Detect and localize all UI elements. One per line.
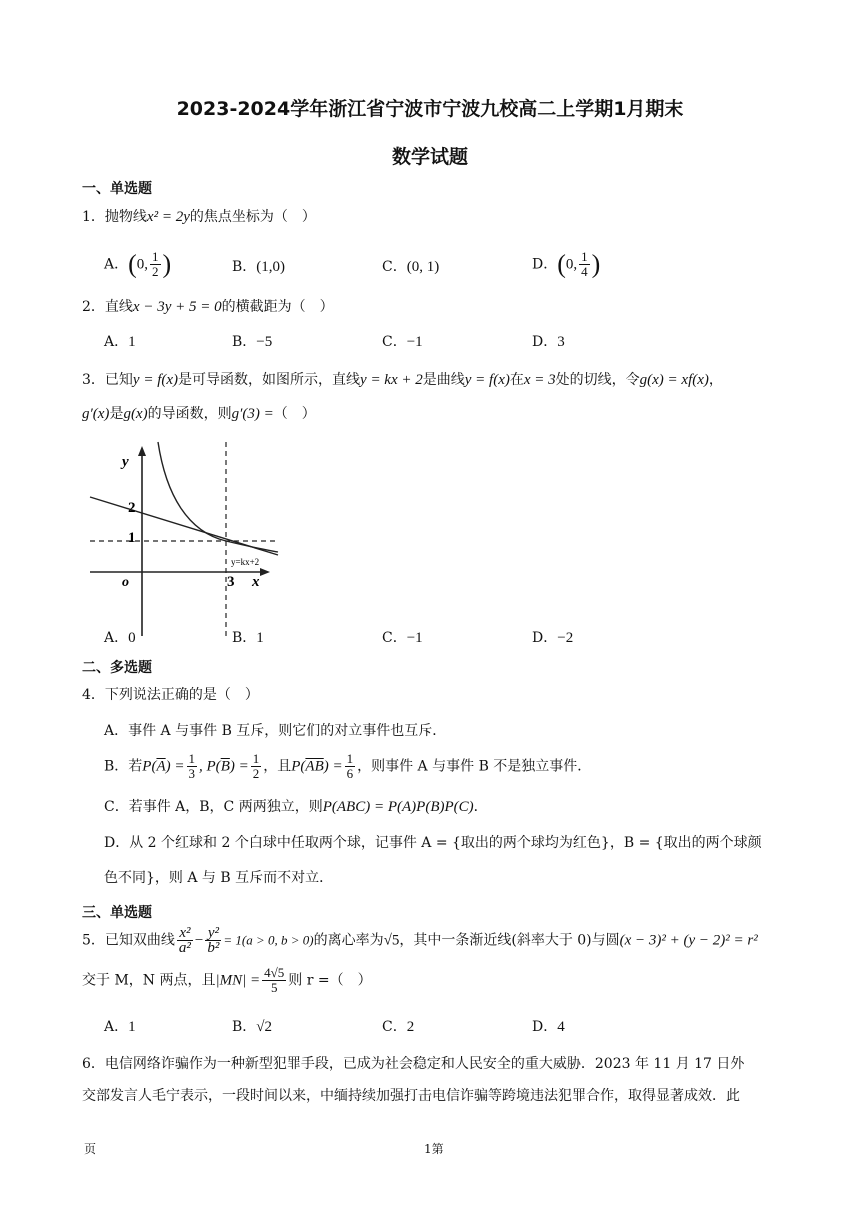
document-title: 2023-2024学年浙江省宁波市宁波九校高二上学期1月期末 bbox=[176, 98, 684, 120]
question-3-figure bbox=[88, 440, 288, 640]
question-6-line2: 交部发言人毛宁表示，一段时间以来，中缅持续加强打击电信诈骗等跨境违法犯罪合作，取得显著成效．此 bbox=[82, 1088, 740, 1104]
math-expression: g′(3) = bbox=[231, 406, 274, 422]
question-5-option-b: B．√2 bbox=[232, 1019, 273, 1035]
question-4-option-d-line1: D．从 2 个红球和 2 个白球中任取两个球，记事件 A = {取出的两个球均为红色}，B = {取出的两个球颜 bbox=[104, 835, 762, 851]
question-5-option-c: C．2 bbox=[382, 1019, 415, 1035]
section-heading: 三、单选题 bbox=[82, 905, 152, 921]
question-3-stem-line1: 3．已知y = f(x)是可导函数，如图所示，直线y = kx + 2是曲线y = f(x)在x = 3处的切线，令g(x) = xf(x)， bbox=[82, 372, 723, 388]
question-1-option-b: B．(1,0) bbox=[232, 259, 286, 275]
question-3-option-c: C．−1 bbox=[382, 630, 423, 646]
stem-text: 是可导函数，如图所示，直线 bbox=[178, 372, 361, 388]
question-5-stem-line1: 5．已知双曲线 $\frac{\text{x²}}{\text{a²}}$ − $\frac{\text{y²}}{\text{b²}}$ = 1(a > 0, b > 0)的离心率为√5，其中一条渐近线(斜率大于 0)与圆(x − 3)² + (y − 2)² = r² bbox=[82, 925, 758, 956]
footer-page-number: 1第 bbox=[424, 1142, 444, 1156]
section-heading: 一、单选题 bbox=[82, 181, 152, 197]
stem-text: 的导函数，则 bbox=[147, 406, 232, 422]
y-axis-label: y bbox=[122, 454, 129, 470]
line-label: y=kx+2 bbox=[231, 557, 260, 567]
question-3-stem-line2 bbox=[82, 405, 316, 423]
section-heading: 二、多选题 bbox=[82, 660, 152, 676]
stem-text: 处的切线，令 bbox=[555, 372, 640, 388]
x-axis-label: x bbox=[252, 574, 260, 590]
math-expression: g(x) = xf(x) bbox=[639, 372, 709, 388]
stem-text: （ ） bbox=[273, 406, 316, 422]
question-2-stem: 2．直线x − 3y + 5 = 0的横截距为（ ） bbox=[82, 299, 334, 315]
stem-text: 是 bbox=[109, 406, 124, 422]
question-6-line1: 6．电信网络诈骗作为一种新型犯罪手段，已成为社会稳定和人民安全的重大威胁．2023 年 11 月 17 日外 bbox=[82, 1056, 745, 1072]
question-3-option-d: D．−2 bbox=[532, 630, 574, 646]
question-5-stem-line2: 交于 M，N 两点，且|MN| = $\frac{4√5}{5}$ 则 r =（ ） bbox=[82, 965, 372, 995]
document-subtitle: 数学试题 bbox=[391, 146, 468, 168]
math-expression: g′(x) bbox=[82, 406, 110, 422]
stem-text: 是曲线 bbox=[422, 372, 465, 388]
math-expression: y = f(x) bbox=[132, 372, 179, 388]
x-axis-arrow bbox=[260, 568, 270, 576]
question-4-option-b: B．若$P(\overline{A})$ = $\frac{1}{3}$ , $P(\overline{B})$ = $\frac{1}{2}$ ，且$P(\overline{AB})$ = $\frac{1}{6}$ ，则事件 A 与事件 B 不是独立事件． bbox=[104, 751, 592, 781]
tick-label-3: 3 bbox=[227, 574, 235, 590]
y-axis-arrow bbox=[138, 446, 146, 456]
question-1-stem: 1．抛物线x² = 2y的焦点坐标为（ ） bbox=[82, 209, 316, 225]
tick-label-1: 1 bbox=[128, 530, 136, 546]
question-4-option-a: A．事件 A 与事件 B 互斥，则它们的对立事件也互斥． bbox=[104, 723, 447, 739]
stem-text: ， bbox=[708, 372, 723, 388]
origin-label: o bbox=[122, 575, 129, 590]
question-1-option-d: D．(0, $\frac{1}{4}$ ) bbox=[532, 249, 601, 279]
math-expression: y = f(x) bbox=[464, 372, 510, 388]
question-1-option-c: C．(0, 1) bbox=[382, 259, 440, 275]
math-expression: x = 3 bbox=[523, 372, 556, 388]
curve-f bbox=[158, 442, 278, 552]
question-4-stem: 4．下列说法正确的是（ ） bbox=[82, 687, 259, 703]
question-1-option-a: A．(0, $\frac{1}{2}$ ) bbox=[104, 249, 172, 279]
question-2-option-b: B．−5 bbox=[232, 334, 273, 350]
question-2-option-c: C．−1 bbox=[382, 334, 423, 350]
math-expression: g(x) bbox=[123, 406, 148, 422]
question-number: 1． bbox=[82, 209, 105, 225]
footer-page-left: 页 bbox=[84, 1142, 97, 1156]
stem-text: 已知 bbox=[104, 372, 133, 388]
question-2-option-a: A．1 bbox=[104, 334, 136, 350]
tick-label-2: 2 bbox=[128, 500, 136, 516]
question-5-option-a: A．1 bbox=[104, 1019, 136, 1035]
question-4-option-d-line2: 色不同}，则 A 与 B 互斥而不对立． bbox=[104, 870, 334, 886]
question-3-option-a: A．0 bbox=[104, 630, 136, 646]
question-5-option-d: D．4 bbox=[532, 1019, 565, 1035]
question-3-option-b: B．1 bbox=[232, 630, 264, 646]
question-2-option-d: D．3 bbox=[532, 334, 565, 350]
stem-text: 在 bbox=[509, 372, 524, 388]
math-expression: y = kx + 2 bbox=[360, 372, 423, 388]
question-4-option-c: C．若事件 A，B，C 两两独立，则P(ABC) = P(A)P(B)P(C)． bbox=[104, 799, 488, 815]
